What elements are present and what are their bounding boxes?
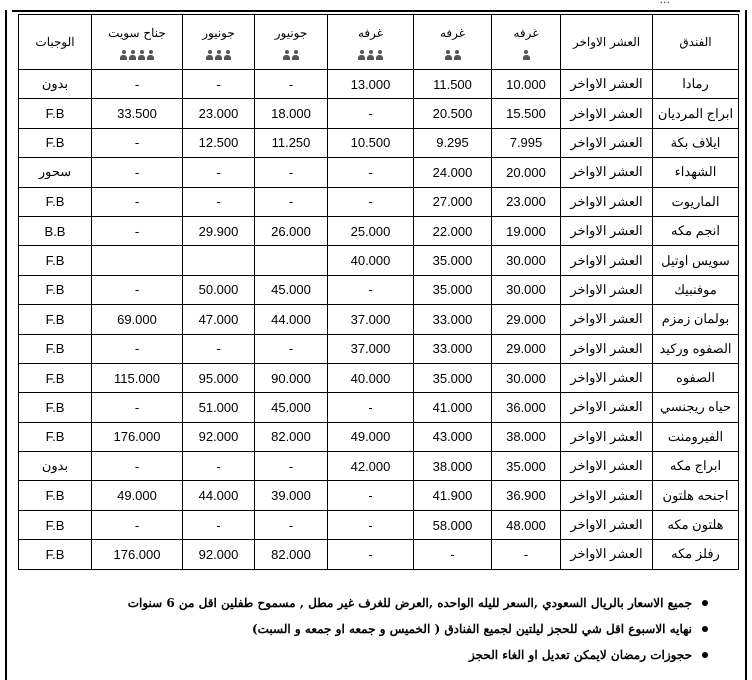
cell-j1: 11.250 bbox=[255, 128, 328, 157]
cell-r1: 36.900 bbox=[492, 481, 561, 510]
cell-hotel: بولمان زمزم bbox=[653, 305, 739, 334]
table-row bbox=[19, 393, 739, 422]
cell-hotel: موفنبيك bbox=[653, 275, 739, 304]
cell-period: العشر الاواخر bbox=[561, 70, 653, 99]
cell-period: العشر الاواخر bbox=[561, 246, 653, 275]
cell-s: - bbox=[92, 510, 183, 539]
cell-j1: 82.000 bbox=[255, 422, 328, 451]
cell-j2: - bbox=[183, 510, 255, 539]
note-text: حجوزات رمضان لايمكن تعديل او الغاء الحجز bbox=[468, 648, 692, 662]
cell-hotel: الصفوه bbox=[653, 363, 739, 392]
cell-s: - bbox=[92, 452, 183, 481]
cell-r3: - bbox=[328, 187, 414, 216]
cell-hotel: اجنحه هلتون bbox=[653, 481, 739, 510]
note-item bbox=[18, 590, 708, 616]
cell-s: - bbox=[92, 275, 183, 304]
cell-r1: 30.000 bbox=[492, 363, 561, 392]
cell-hotel: الماريوت bbox=[653, 187, 739, 216]
cell-period: العشر الاواخر bbox=[561, 452, 653, 481]
notes-section bbox=[18, 590, 708, 668]
cell-j1: 18.000 bbox=[255, 99, 328, 128]
cell-meal: F.B bbox=[19, 481, 92, 510]
people-icon bbox=[492, 50, 560, 63]
cell-period: العشر الاواخر bbox=[561, 158, 653, 187]
cell-j1: 90.000 bbox=[255, 363, 328, 392]
cell-period: العشر الاواخر bbox=[561, 305, 653, 334]
table-row bbox=[19, 99, 739, 128]
cell-j2: 44.000 bbox=[183, 481, 255, 510]
cell-j2: - bbox=[183, 452, 255, 481]
header-room-triple: غرفه bbox=[328, 15, 414, 70]
cell-j2: 12.500 bbox=[183, 128, 255, 157]
cell-r2: 9.295 bbox=[414, 128, 492, 157]
cell-s: - bbox=[92, 128, 183, 157]
cell-j1: 45.000 bbox=[255, 393, 328, 422]
cell-s: 115.000 bbox=[92, 363, 183, 392]
cell-j2: - bbox=[183, 187, 255, 216]
cell-r3: - bbox=[328, 510, 414, 539]
cell-r2: 33.000 bbox=[414, 334, 492, 363]
cell-j1: - bbox=[255, 187, 328, 216]
bullet-icon bbox=[702, 600, 708, 606]
cell-j2: 92.000 bbox=[183, 540, 255, 569]
cell-hotel: الشهداء bbox=[653, 158, 739, 187]
people-icon bbox=[414, 50, 491, 63]
cell-j2: - bbox=[183, 158, 255, 187]
cell-j1: 82.000 bbox=[255, 540, 328, 569]
cell-r3: 25.000 bbox=[328, 216, 414, 245]
cell-hotel: ابراج المرديان bbox=[653, 99, 739, 128]
cell-r1: - bbox=[492, 540, 561, 569]
cell-r1: 29.000 bbox=[492, 305, 561, 334]
cell-j2: 29.900 bbox=[183, 216, 255, 245]
cell-s: 33.500 bbox=[92, 99, 183, 128]
cell-s: - bbox=[92, 216, 183, 245]
cell-r3: - bbox=[328, 99, 414, 128]
cell-r1: 36.000 bbox=[492, 393, 561, 422]
people-icon bbox=[328, 50, 413, 63]
cell-j1: - bbox=[255, 70, 328, 99]
cell-meal: F.B bbox=[19, 393, 92, 422]
cell-j1: - bbox=[255, 510, 328, 539]
cell-r3: 40.000 bbox=[328, 363, 414, 392]
cell-r3: 37.000 bbox=[328, 334, 414, 363]
table-row bbox=[19, 540, 739, 569]
cell-r2: 20.500 bbox=[414, 99, 492, 128]
cell-meal: F.B bbox=[19, 99, 92, 128]
table-row bbox=[19, 334, 739, 363]
cell-j2: 47.000 bbox=[183, 305, 255, 334]
cell-r1: 15.500 bbox=[492, 99, 561, 128]
cell-s: 176.000 bbox=[92, 422, 183, 451]
cell-r2: 41.000 bbox=[414, 393, 492, 422]
cell-period: العشر الاواخر bbox=[561, 99, 653, 128]
cell-r2: 35.000 bbox=[414, 275, 492, 304]
header-junior-triple: جونيور bbox=[183, 15, 255, 70]
cell-period: العشر الاواخر bbox=[561, 540, 653, 569]
cell-j1: 26.000 bbox=[255, 216, 328, 245]
header-room-double: غرفه bbox=[414, 15, 492, 70]
cell-r1: 29.000 bbox=[492, 334, 561, 363]
cell-r2: 58.000 bbox=[414, 510, 492, 539]
people-icon bbox=[183, 50, 254, 63]
people-icon bbox=[255, 50, 327, 63]
cell-j1: - bbox=[255, 158, 328, 187]
cell-r2: 41.900 bbox=[414, 481, 492, 510]
cell-period: العشر الاواخر bbox=[561, 481, 653, 510]
cell-s: 176.000 bbox=[92, 540, 183, 569]
cell-r2: 22.000 bbox=[414, 216, 492, 245]
bullet-icon bbox=[702, 626, 708, 632]
cell-hotel: سويس اوتيل bbox=[653, 246, 739, 275]
cell-j2: 23.000 bbox=[183, 99, 255, 128]
table-row bbox=[19, 216, 739, 245]
note-item bbox=[18, 616, 708, 642]
cell-r2: 11.500 bbox=[414, 70, 492, 99]
cell-s bbox=[92, 246, 183, 275]
cell-r2: - bbox=[414, 540, 492, 569]
table-row bbox=[19, 187, 739, 216]
cell-hotel: انجم مكه bbox=[653, 216, 739, 245]
table-row bbox=[19, 275, 739, 304]
cell-r3: 10.500 bbox=[328, 128, 414, 157]
cell-r2: 27.000 bbox=[414, 187, 492, 216]
cell-r1: 30.000 bbox=[492, 246, 561, 275]
cell-meal: B.B bbox=[19, 216, 92, 245]
cell-hotel: حياه ريجنسي bbox=[653, 393, 739, 422]
cell-r3: 49.000 bbox=[328, 422, 414, 451]
cell-r2: 24.000 bbox=[414, 158, 492, 187]
note-text: جميع الاسعار بالريال السعودي ,السعر لليله الواحده ,العرض للغرف غير مطل , مسموح طفلين اقل من 6 سنوات bbox=[127, 596, 692, 610]
cell-j2: 95.000 bbox=[183, 363, 255, 392]
cell-s: - bbox=[92, 70, 183, 99]
cell-period: العشر الاواخر bbox=[561, 393, 653, 422]
cell-s: 49.000 bbox=[92, 481, 183, 510]
cell-r3: - bbox=[328, 481, 414, 510]
table-row bbox=[19, 128, 739, 157]
cell-meal: F.B bbox=[19, 246, 92, 275]
header-suite: جناح سويت bbox=[92, 15, 183, 70]
cell-j1: 39.000 bbox=[255, 481, 328, 510]
cell-j2: - bbox=[183, 70, 255, 99]
cell-meal: F.B bbox=[19, 540, 92, 569]
cell-meal: F.B bbox=[19, 187, 92, 216]
cell-r3: 42.000 bbox=[328, 452, 414, 481]
cell-hotel: الفيرومنت bbox=[653, 422, 739, 451]
cell-hotel: ايلاف بكة bbox=[653, 128, 739, 157]
cell-r3: 40.000 bbox=[328, 246, 414, 275]
cell-meal: F.B bbox=[19, 305, 92, 334]
table-row bbox=[19, 305, 739, 334]
header-period: العشر الاواخر bbox=[561, 15, 653, 70]
cell-meal: F.B bbox=[19, 363, 92, 392]
cell-hotel: هلتون مكه bbox=[653, 510, 739, 539]
cell-meal: بدون bbox=[19, 452, 92, 481]
cell-s: - bbox=[92, 393, 183, 422]
cell-hotel: رمادا bbox=[653, 70, 739, 99]
cell-meal: F.B bbox=[19, 510, 92, 539]
table-row bbox=[19, 481, 739, 510]
hotel-rates-table bbox=[18, 14, 739, 570]
cell-meal: F.B bbox=[19, 422, 92, 451]
cell-j2: 92.000 bbox=[183, 422, 255, 451]
cell-s: - bbox=[92, 158, 183, 187]
cell-j2: 51.000 bbox=[183, 393, 255, 422]
table-row bbox=[19, 363, 739, 392]
cell-r1: 30.000 bbox=[492, 275, 561, 304]
table-row bbox=[19, 246, 739, 275]
cell-s: - bbox=[92, 334, 183, 363]
table-row bbox=[19, 452, 739, 481]
header-hotel: الفندق bbox=[653, 15, 739, 70]
cell-period: العشر الاواخر bbox=[561, 422, 653, 451]
cell-period: العشر الاواخر bbox=[561, 363, 653, 392]
people-icon bbox=[92, 50, 182, 63]
cell-r3: - bbox=[328, 275, 414, 304]
cell-r1: 19.000 bbox=[492, 216, 561, 245]
cell-r3: - bbox=[328, 393, 414, 422]
cell-meal: سحور bbox=[19, 158, 92, 187]
cell-meal: بدون bbox=[19, 70, 92, 99]
cell-meal: F.B bbox=[19, 334, 92, 363]
cell-r2: 35.000 bbox=[414, 246, 492, 275]
cell-r1: 48.000 bbox=[492, 510, 561, 539]
cell-j2 bbox=[183, 246, 255, 275]
cell-meal: F.B bbox=[19, 128, 92, 157]
cell-r1: 10.000 bbox=[492, 70, 561, 99]
header-room-single: غرفه bbox=[492, 15, 561, 70]
cell-period: العشر الاواخر bbox=[561, 334, 653, 363]
cell-j1: 45.000 bbox=[255, 275, 328, 304]
cell-hotel: ابراج مكه bbox=[653, 452, 739, 481]
cell-j1: 44.000 bbox=[255, 305, 328, 334]
cell-r2: 43.000 bbox=[414, 422, 492, 451]
bullet-icon bbox=[702, 652, 708, 658]
cell-period: العشر الاواخر bbox=[561, 275, 653, 304]
table-row bbox=[19, 158, 739, 187]
cell-s: - bbox=[92, 187, 183, 216]
cell-r3: - bbox=[328, 158, 414, 187]
cell-hotel: رفلز مكه bbox=[653, 540, 739, 569]
cell-r2: 35.000 bbox=[414, 363, 492, 392]
cell-r3: 37.000 bbox=[328, 305, 414, 334]
header-meals: الوجبات bbox=[19, 15, 92, 70]
cell-r1: 35.000 bbox=[492, 452, 561, 481]
cell-j1: - bbox=[255, 452, 328, 481]
header-junior-double: جونيور bbox=[255, 15, 328, 70]
cell-r2: 33.000 bbox=[414, 305, 492, 334]
cell-r1: 38.000 bbox=[492, 422, 561, 451]
note-text: نهايه الاسبوع اقل شي للحجز ليلتين لجميع الفنادق ( الخميس و جمعه او جمعه و السبت) bbox=[251, 622, 692, 636]
cell-j2: 50.000 bbox=[183, 275, 255, 304]
cell-r1: 20.000 bbox=[492, 158, 561, 187]
header-strip-text bbox=[660, 0, 671, 6]
table-row bbox=[19, 70, 739, 99]
cell-j1 bbox=[255, 246, 328, 275]
cell-r1: 23.000 bbox=[492, 187, 561, 216]
cell-period: العشر الاواخر bbox=[561, 187, 653, 216]
cell-hotel: الصفوه وركيد bbox=[653, 334, 739, 363]
cell-period: العشر الاواخر bbox=[561, 510, 653, 539]
cell-meal: F.B bbox=[19, 275, 92, 304]
cell-s: 69.000 bbox=[92, 305, 183, 334]
note-item bbox=[18, 642, 708, 668]
cell-period: العشر الاواخر bbox=[561, 128, 653, 157]
table-row bbox=[19, 510, 739, 539]
cell-j1: - bbox=[255, 334, 328, 363]
cell-j2: - bbox=[183, 334, 255, 363]
cell-period: العشر الاواخر bbox=[561, 216, 653, 245]
cell-r3: - bbox=[328, 540, 414, 569]
cell-r1: 7.995 bbox=[492, 128, 561, 157]
cell-r2: 38.000 bbox=[414, 452, 492, 481]
table-row bbox=[19, 422, 739, 451]
header-row bbox=[19, 15, 739, 70]
cell-r3: 13.000 bbox=[328, 70, 414, 99]
